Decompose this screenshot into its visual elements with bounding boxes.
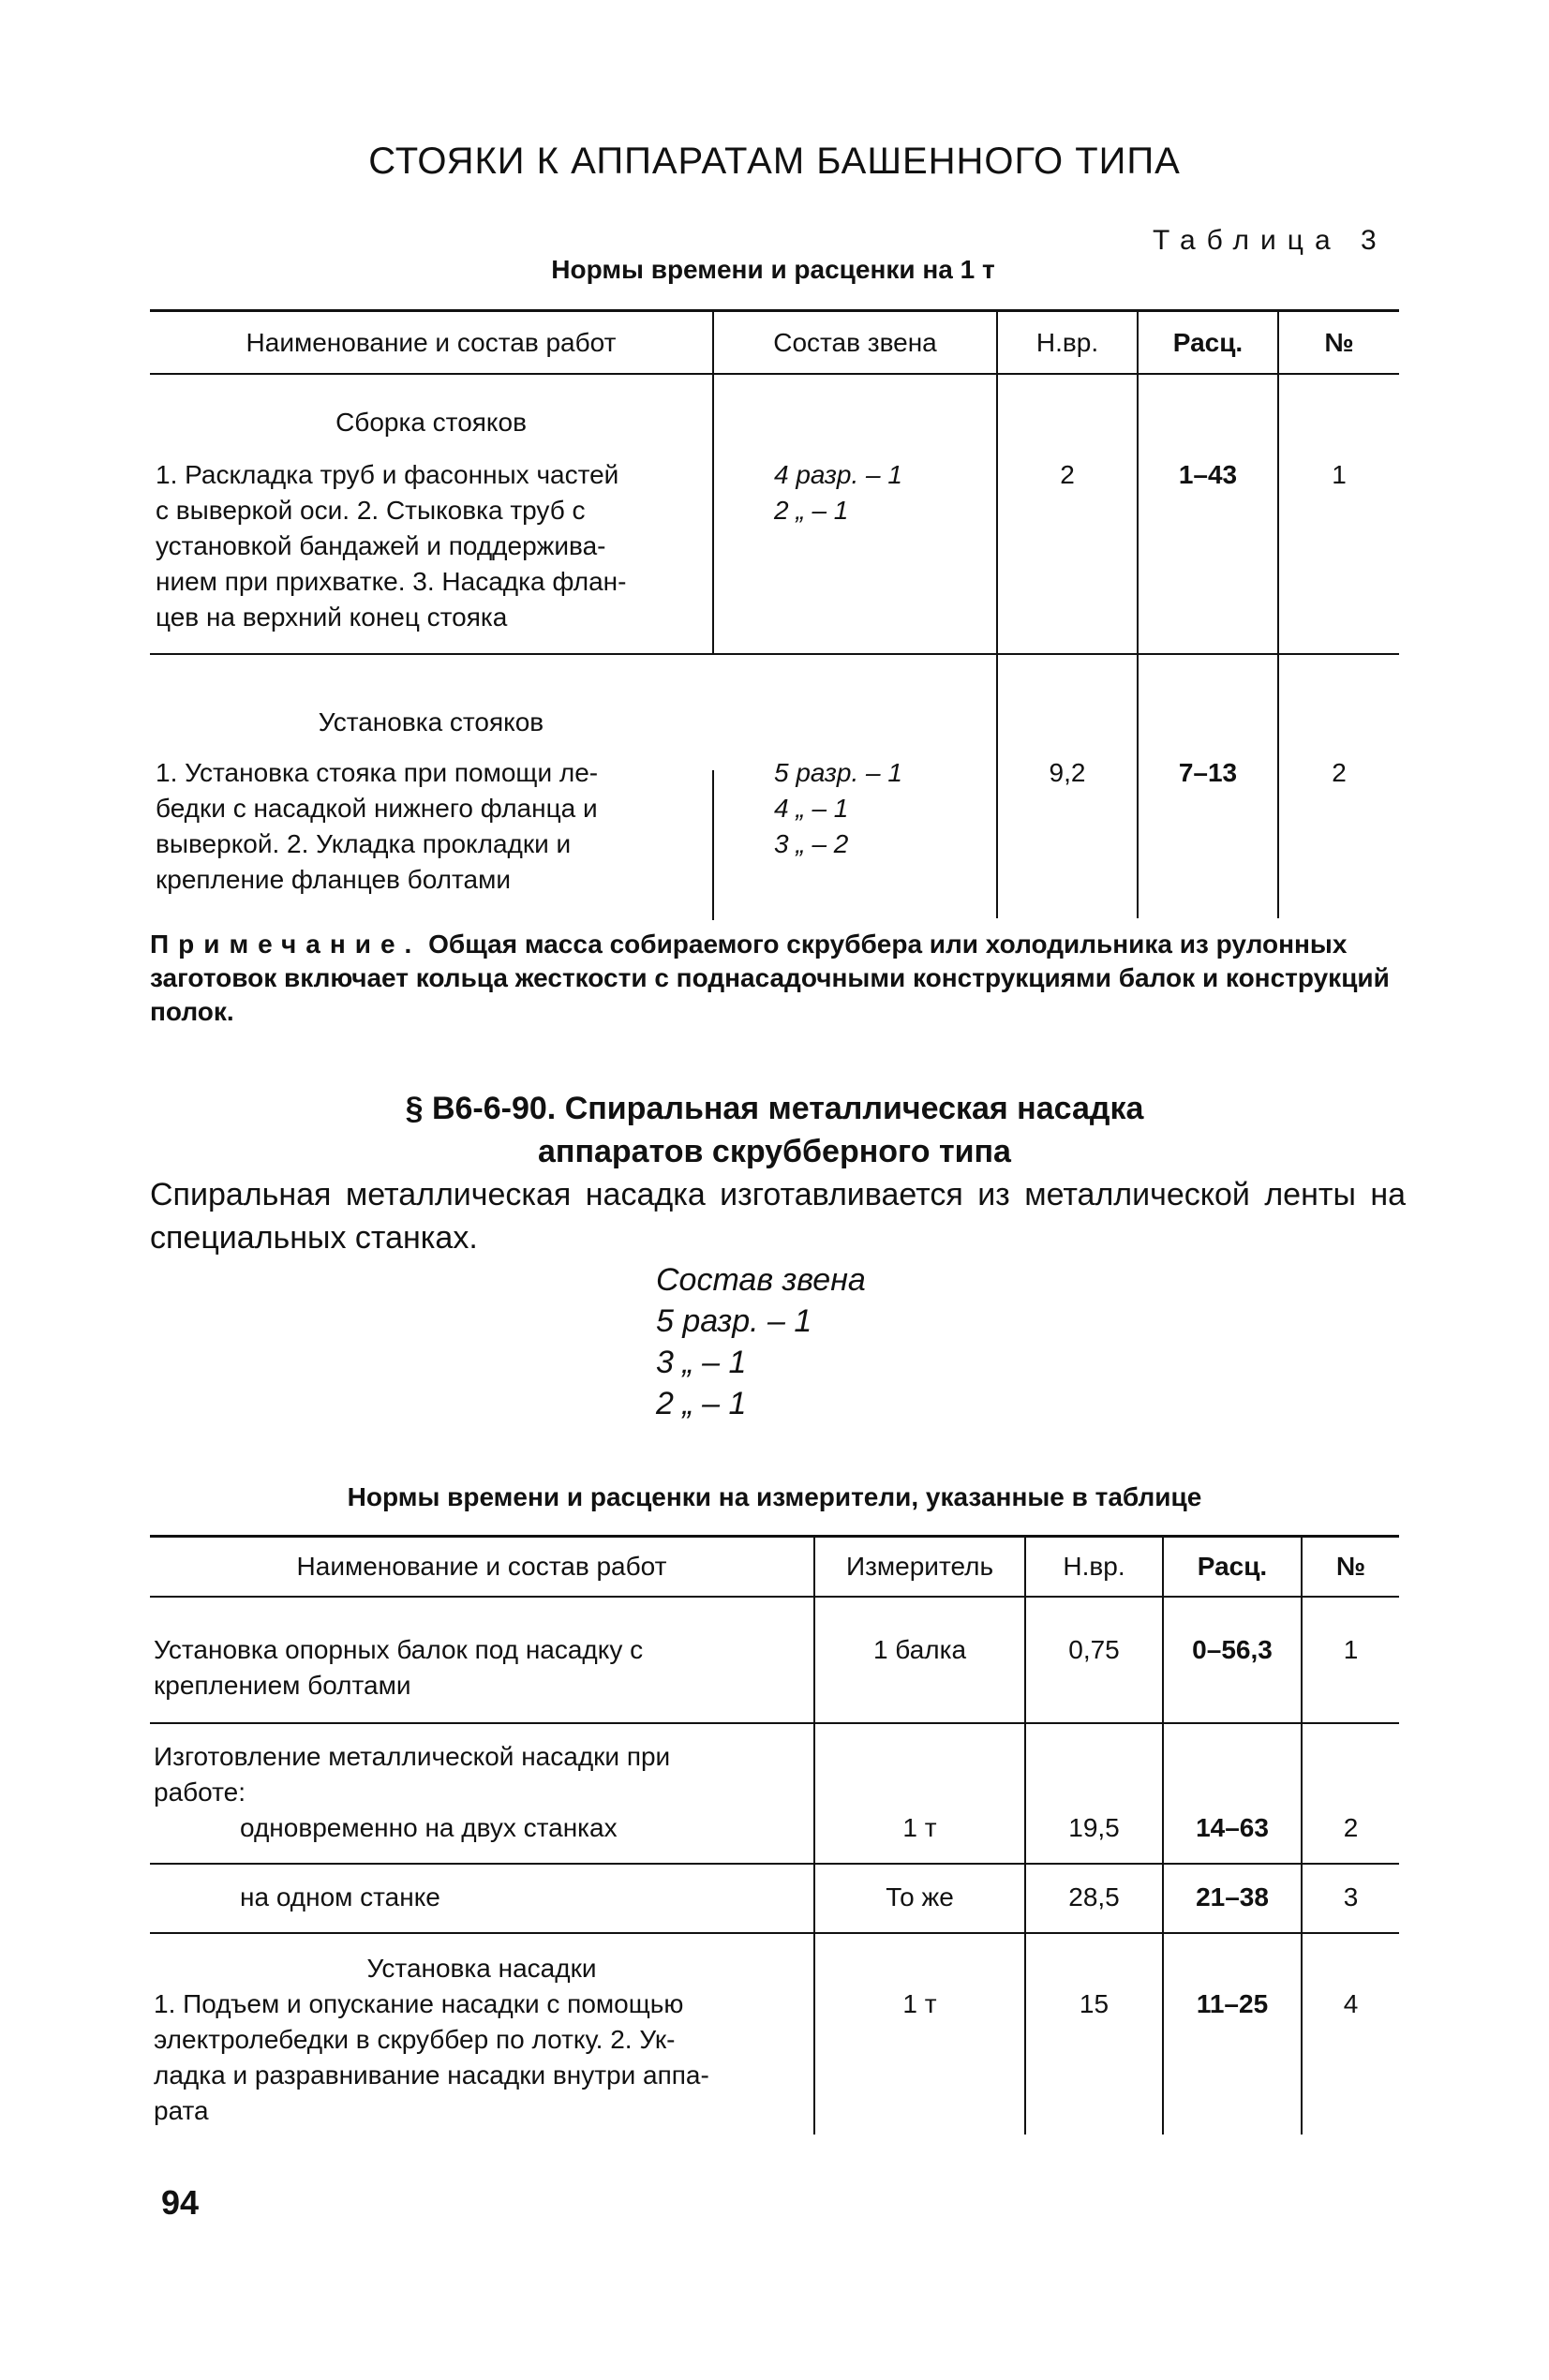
table1-crew: 4 разр. – 1 2 „ – 1: [774, 460, 902, 525]
crew-line: 2 „ – 1: [656, 1386, 747, 1421]
table1-rate: 7–13: [1178, 758, 1238, 787]
table2-row-text: 1. Подъем и опускание насадки с помощью электролебедки в скруббер по лотку. 2. Ук- ладка и разравнивание насадки внутри аппа- рата: [154, 1989, 709, 2125]
table1-col-divider: [996, 309, 998, 918]
table2-rate: 0–56,3: [1192, 1635, 1273, 1664]
table1-row-text: 1. Раскладка труб и фасонных частей с выверкой оси. 2. Стыковка труб с установкой бандажей и поддержива- нием при прихватке. 3. Насадка флан- цев на верхний конец стояка: [156, 460, 627, 632]
table-number: Таблица 3: [1153, 225, 1388, 256]
table1-header-rule: [150, 373, 1399, 375]
table2-header-rate: Расц.: [1197, 1552, 1268, 1581]
table2-row-text: Установка опорных балок под насадку с креплением болтами: [154, 1635, 644, 1700]
table2-no: 3: [1343, 1882, 1359, 1911]
table1-no: 1: [1332, 460, 1347, 489]
table1-norm: 9,2: [1049, 758, 1086, 787]
table2-norm: 19,5: [1068, 1813, 1120, 1842]
table2-rate: 11–25: [1196, 1989, 1269, 2018]
table2-rate: 21–38: [1196, 1882, 1269, 1911]
table1-section-heading: Установка стояков: [318, 707, 544, 736]
table2-no: 2: [1343, 1813, 1359, 1842]
table2-row-rule: [150, 1722, 1399, 1724]
table1-header-no: №: [1324, 327, 1354, 357]
table1-header-crew: Состав звена: [773, 327, 937, 357]
table1-col-divider: [1277, 309, 1279, 918]
table1-header-rate: Расц.: [1172, 327, 1244, 357]
crew-block: [656, 1259, 937, 1424]
table1-header-norm: Н.вр.: [1035, 327, 1099, 357]
table2-norm: 15: [1079, 1989, 1110, 2018]
table2-header-norm: Н.вр.: [1063, 1552, 1125, 1581]
table1-section-heading: Сборка стояков: [335, 408, 527, 437]
table2-row-rule: [150, 1932, 1399, 1934]
table2-row-rule: [150, 1863, 1399, 1865]
section-paragraph: Спиральная металлическая насадка изготавливается из металлической ленты на специальных станках.: [150, 1177, 1406, 1256]
table1-caption: Нормы времени и расценки на 1 т: [551, 255, 995, 284]
crew-line: 3 „ – 1: [656, 1345, 747, 1380]
table1-col-divider: [1137, 309, 1139, 918]
table2-caption: Нормы времени и расценки на измерители, указанные в таблице: [347, 1482, 1202, 1511]
table1-header-name: Наименование и состав работ: [246, 327, 617, 357]
note-text: Общая масса собираемого скруббера или холодильника: [428, 930, 1172, 959]
table1-note: [150, 928, 1406, 1029]
table1-row-text: 1. Установка стояка при помощи ле- бедки с насадкой нижнего фланца и выверкой. 2. Укладка прокладки и крепление фланцев болтами: [156, 758, 599, 894]
table2-no: 1: [1343, 1635, 1359, 1664]
table2-unit: 1 т: [902, 1989, 937, 2018]
table2-unit: То же: [886, 1882, 954, 1911]
table2-rate: 14–63: [1196, 1813, 1269, 1842]
crew-line: 5 разр. – 1: [656, 1303, 812, 1339]
table2-header-unit: Измеритель: [845, 1552, 994, 1581]
table2-unit: 1 балка: [872, 1635, 967, 1664]
table1-row-rule: [150, 653, 1399, 655]
table2-header-rule: [150, 1596, 1399, 1598]
section-title: § В6-6-90. Спиральная металлическая насадка: [405, 1091, 1144, 1126]
table2-section-heading: Установка насадки: [366, 1954, 597, 1983]
table1-norm: 2: [1060, 460, 1075, 489]
table2-no: 4: [1343, 1989, 1359, 2018]
page-title: СТОЯКИ К АППАРАТАМ БАШЕННОГО ТИПА: [368, 141, 1181, 182]
table1-crew: 5 разр. – 1 4 „ – 1 3 „ – 2: [774, 758, 902, 858]
table2-norm: 0,75: [1068, 1635, 1120, 1664]
page-number: 94: [161, 2183, 200, 2222]
table2-row-subtext: одновременно на двух станках: [240, 1813, 618, 1842]
table1-rate: 1–43: [1178, 460, 1238, 489]
note-label: Примечание.: [150, 930, 422, 959]
table2-header-no: №: [1335, 1552, 1366, 1581]
table2-row-subtext: на одном станке: [240, 1882, 440, 1911]
section-subtitle: аппаратов скрубберного типа: [538, 1134, 1011, 1169]
note-text-rest: из рулонных заготовок включает кольца жесткости с поднасадочными конструкциями балок и конструкций полок.: [150, 930, 1390, 1026]
table1-no: 2: [1332, 758, 1347, 787]
table2-norm: 28,5: [1068, 1882, 1120, 1911]
table2-row-text: Изготовление металлической насадки при работе:: [154, 1742, 671, 1807]
table2-header-name: Наименование и состав работ: [296, 1552, 667, 1581]
crew-title: Состав звена: [656, 1262, 866, 1298]
table2-unit: 1 т: [902, 1813, 937, 1842]
